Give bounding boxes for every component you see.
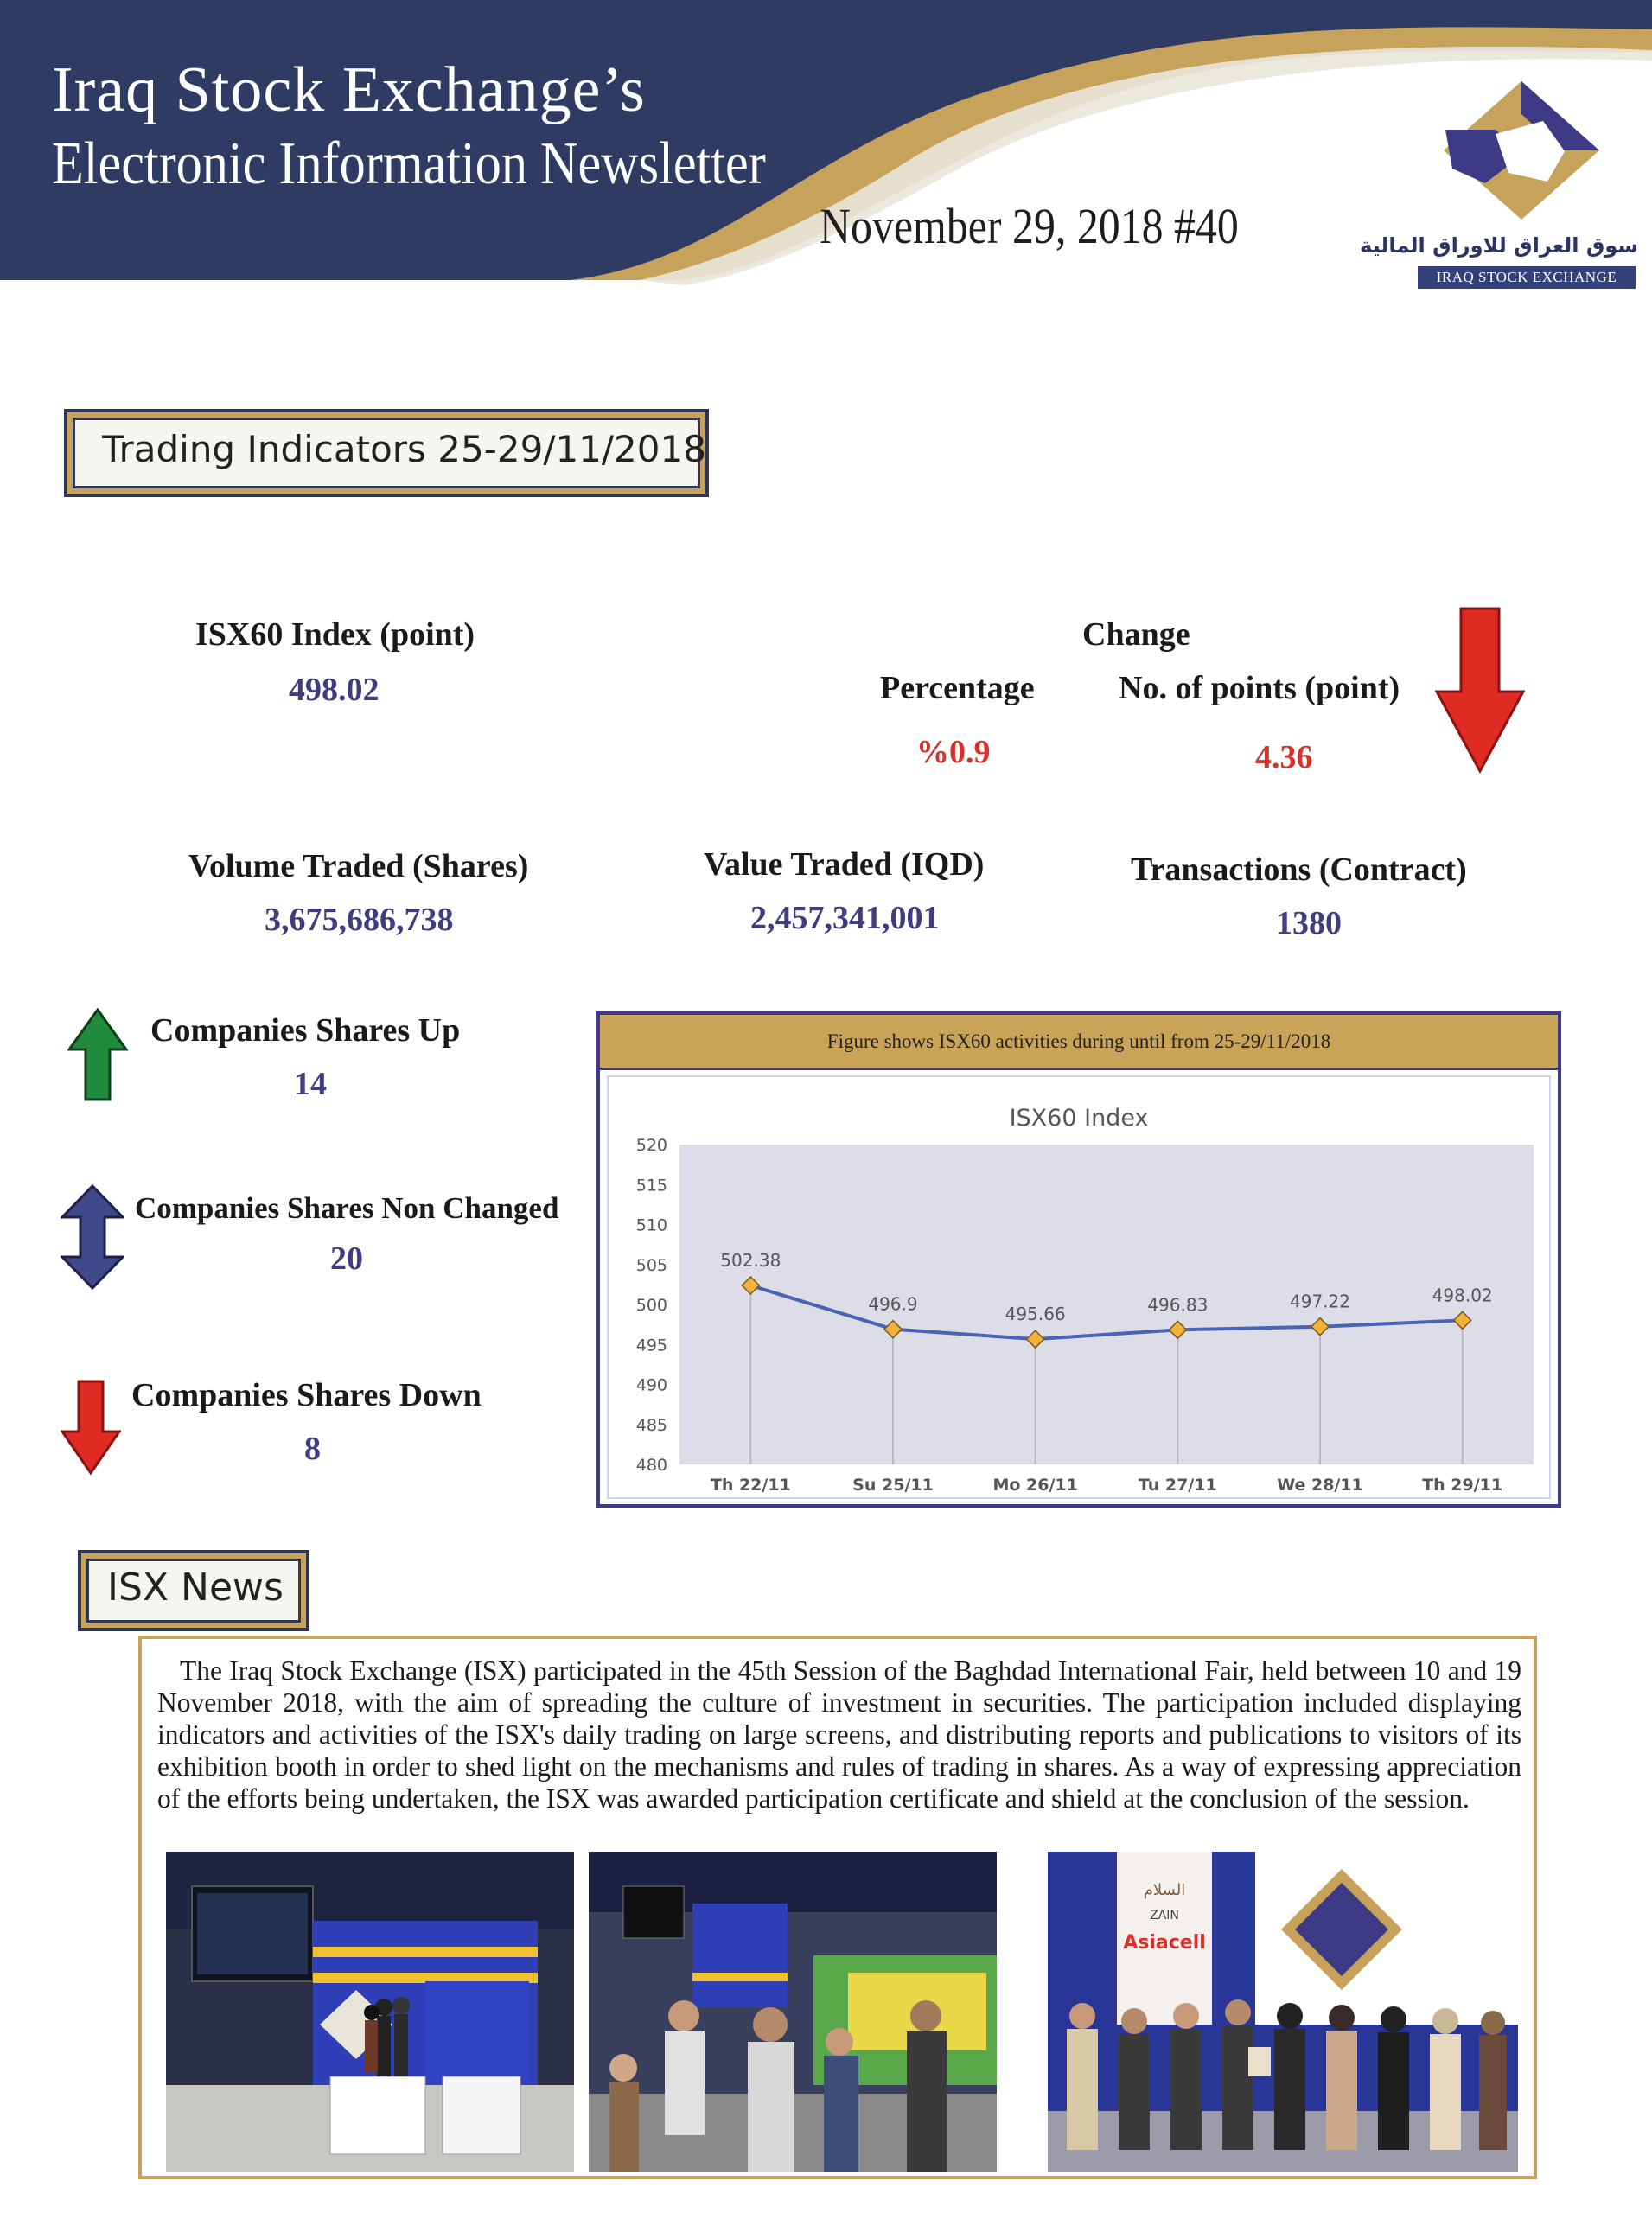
x-tick-label: Th 22/11 — [710, 1476, 791, 1495]
newsletter-title-line2: Electronic Information Newsletter — [52, 131, 766, 197]
shares-unchanged-label: Companies Shares Non Changed — [135, 1191, 559, 1225]
news-section-title: ISX News — [107, 1566, 284, 1610]
y-tick-label: 490 — [635, 1375, 667, 1395]
y-tick-label: 515 — [635, 1176, 667, 1196]
shares-down-label: Companies Shares Down — [131, 1377, 482, 1413]
y-tick-label: 485 — [635, 1415, 667, 1435]
x-tick-label: Su 25/11 — [852, 1476, 934, 1495]
data-label: 497.22 — [1290, 1291, 1350, 1312]
y-tick-label: 520 — [635, 1136, 667, 1155]
data-label: 496.9 — [868, 1293, 918, 1315]
change-label: Change — [1082, 616, 1190, 653]
data-label: 502.38 — [720, 1249, 781, 1271]
issue-date: November 29, 2018 #40 — [820, 198, 1239, 254]
data-label: 496.83 — [1147, 1294, 1209, 1316]
isx60-line-chart — [607, 1075, 1551, 1499]
y-tick-label: 505 — [635, 1255, 667, 1275]
x-tick-label: We 28/11 — [1277, 1476, 1363, 1495]
award-photo-brand-1: السلام — [1143, 1881, 1186, 1899]
news-body: The Iraq Stock Exchange (ISX) participated in the 45th Session of the Baghdad International Fair, held between 10 and 19 November 2018, with the aim of spreading the culture of investment in securities. The participation included displaying indicators and activities of the ISX's daily trading on large screens, and distributing reports and publications to visitors of its exhibition booth in order to shed light on the mechanisms and rules of trading in shares. As a way of expressing appreciation of the efforts being undertaken, the ISX was awarded participation certificate and shield at the conclusion of the session. — [157, 1655, 1521, 1814]
y-tick-label: 500 — [635, 1296, 667, 1315]
shares-up-label: Companies Shares Up — [150, 1012, 461, 1049]
points-label: No. of points (point) — [1119, 670, 1400, 706]
shares-unchanged-arrow-icon — [61, 1184, 124, 1290]
transactions-label: Transactions (Contract) — [1131, 851, 1467, 888]
data-label: 498.02 — [1432, 1285, 1493, 1306]
shares-unchanged-value: 20 — [330, 1240, 363, 1277]
volume-value: 3,675,686,738 — [265, 902, 454, 938]
shares-down-arrow-icon — [61, 1380, 121, 1476]
x-tick-label: Tu 27/11 — [1138, 1476, 1217, 1495]
newsletter-title-line1: Iraq Stock Exchange’s — [52, 54, 646, 125]
x-tick-label: Mo 26/11 — [992, 1476, 1078, 1495]
news-section-frame — [78, 1550, 309, 1631]
isx60-label: ISX60 Index (point) — [195, 616, 475, 653]
value-traded-value: 2,457,341,001 — [750, 900, 940, 936]
shares-up-value: 14 — [294, 1066, 327, 1102]
value-traded-label: Value Traded (IQD) — [704, 846, 985, 883]
isx60-value: 498.02 — [289, 672, 380, 708]
chart-title: ISX60 Index — [1009, 1105, 1149, 1132]
indicators-section-title: Trading Indicators 25-29/11/2018 — [102, 428, 706, 470]
transactions-value: 1380 — [1276, 905, 1342, 941]
indicators-section-frame — [64, 409, 709, 497]
percentage-value: %0.9 — [916, 734, 991, 770]
chart-panel — [596, 1011, 1561, 1508]
logo-english-text: IRAQ STOCK EXCHANGE — [1418, 266, 1636, 289]
data-label: 495.66 — [1005, 1304, 1066, 1325]
y-tick-label: 480 — [635, 1456, 667, 1475]
shares-up-arrow-icon — [67, 1008, 128, 1103]
logo-arabic-text: سوق العراق للاوراق المالية — [1360, 233, 1638, 258]
y-tick-label: 495 — [635, 1336, 667, 1355]
percentage-label: Percentage — [880, 670, 1035, 706]
award-photo — [1048, 1852, 1518, 2172]
volume-label: Volume Traded (Shares) — [188, 848, 529, 884]
shares-down-value: 8 — [304, 1431, 321, 1467]
booth-photo — [166, 1852, 574, 2172]
x-tick-label: Th 29/11 — [1422, 1476, 1503, 1495]
chart-caption: Figure shows ISX60 activities during until from 25-29/11/2018 — [600, 1015, 1558, 1070]
award-photo-brand-3: Asiacell — [1123, 1932, 1206, 1954]
points-value: 4.36 — [1255, 739, 1313, 775]
y-tick-label: 510 — [635, 1215, 667, 1235]
award-photo-brand-2: ZAIN — [1150, 1909, 1179, 1923]
change-down-arrow-icon — [1435, 607, 1525, 775]
news-box — [138, 1636, 1537, 2179]
visitors-photo — [589, 1852, 997, 2172]
